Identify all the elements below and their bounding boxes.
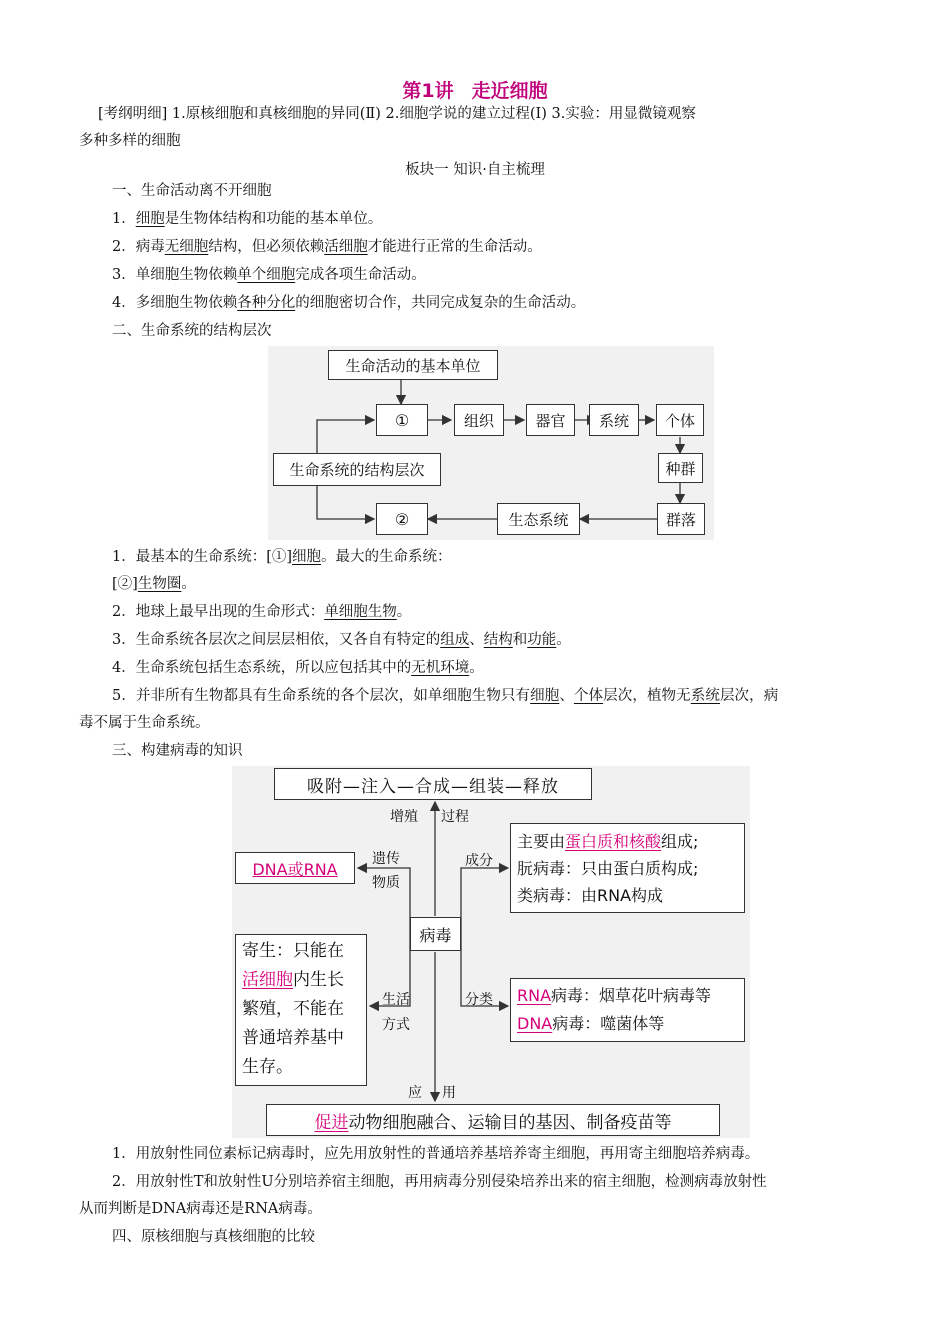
text: 1．最基本的生命系统：[①] (112, 549, 293, 565)
text: 1． (112, 211, 136, 227)
classification-box (510, 978, 745, 1042)
text: 、 (469, 632, 484, 648)
text: 病毒：烟草花叶病毒等 (551, 986, 712, 1005)
genetic-material-box: DNA或RNA (235, 852, 355, 884)
composition-box (510, 823, 745, 913)
answer-blank: 单个细胞 (237, 267, 296, 283)
answer-blank: 系统 (690, 688, 720, 704)
sec3-item-1: 1．用放射性同位素标记病毒时，应先用放射性的普通培养基培养寄主细胞，再用寄主细胞培养病毒。 (112, 1146, 760, 1162)
genetic-label-2: 物质 (372, 875, 400, 891)
section-4-heading: 四、原核细胞与真核细胞的比较 (112, 1229, 315, 1245)
genetic-label-1: 遗传 (372, 851, 400, 867)
parasite-line-5: 生存。 (242, 1057, 293, 1077)
text: 动物细胞融合、运输目的基因、制备疫苗等 (348, 1112, 672, 1133)
sec3-item-2: 2．用放射性T和放射性U分别培养宿主细胞，再用病毒分别侵染培养出来的宿主细胞，检测病毒放射性 (112, 1174, 767, 1190)
answer-blank: 生物圈 (137, 576, 182, 592)
text: 层次，病 (719, 688, 779, 704)
sec1-item-3 (112, 261, 426, 289)
text: 。 (181, 576, 196, 592)
answer-blank: 活细胞 (242, 970, 293, 990)
lesson-number: 第1讲 (402, 80, 454, 102)
answer-blank: 结构 (483, 632, 513, 648)
answer-blank: 无机环境 (411, 660, 470, 676)
sec2-item-5 (112, 682, 778, 710)
sec2-item-2 (112, 598, 411, 626)
population-box: 种群 (658, 453, 703, 483)
text: 、 (559, 688, 574, 704)
answer-blank: 无细胞 (164, 239, 209, 255)
life-system-diagram (268, 346, 714, 540)
sec2-item-3 (112, 626, 571, 654)
composition-line-2: 朊病毒：只由蛋白质构成; (517, 859, 699, 878)
individual-box: 个体 (656, 404, 704, 436)
parasite-line-3: 繁殖，不能在 (242, 999, 344, 1019)
lifestyle-label-1: 生活 (382, 992, 410, 1008)
text: [②] (112, 576, 138, 592)
text: 的细胞密切合作，共同完成复杂的生命活动。 (295, 295, 586, 311)
sec2-item-5b: 毒不属于生命系统。 (79, 715, 210, 731)
organ-box: 器官 (526, 404, 575, 436)
text: 2．病毒 (112, 239, 165, 255)
parasite-line-4: 普通培养基中 (242, 1028, 344, 1048)
lifestyle-label-2: 方式 (382, 1017, 410, 1033)
syllabus-line-2: 多种多样的细胞 (79, 133, 181, 149)
text: 2．地球上最早出现的生命形式： (112, 604, 325, 620)
section-2-heading: 二、生命系统的结构层次 (112, 323, 272, 339)
application-box (266, 1104, 720, 1136)
text: 层次，植物无 (603, 688, 691, 704)
basic-unit-box: 生命活动的基本单位 (328, 350, 498, 380)
application-label-1: 应 (408, 1085, 422, 1101)
text: 是生物体结构和功能的基本单位。 (164, 211, 383, 227)
composition-line-3: 类病毒：由RNA构成 (517, 886, 664, 905)
sec1-item-1 (112, 205, 382, 233)
answer-blank: 单细胞生物 (324, 604, 397, 620)
answer-blank: 细胞 (135, 211, 165, 227)
class-line-2 (517, 1010, 738, 1038)
text: 5．并非所有生物都具有生命系统的各个层次，如单细胞生物只有 (112, 688, 531, 704)
answer-blank: 蛋白质和核酸 (565, 832, 662, 851)
syllabus-line-1: [考纲明细] 1.原核细胞和真核细胞的异同(Ⅱ) 2.细胞学说的建立过程(Ⅰ) 3.实验：用显微镜观察 (98, 106, 696, 122)
parasite-line-2 (242, 966, 360, 995)
text: 。 (469, 660, 484, 676)
block-heading: 板块一 知识·自主梳理 (405, 162, 545, 178)
text: 。最大的生命系统： (321, 549, 452, 565)
lesson-topic: 走近细胞 (471, 80, 548, 102)
sec2-item-1 (112, 543, 452, 571)
text: 病毒：噬菌体等 (552, 1014, 665, 1033)
tissue-box: 组织 (454, 404, 504, 436)
text: 4．多细胞生物依赖 (112, 295, 238, 311)
community-box: 群落 (657, 503, 705, 535)
sec1-item-4 (112, 289, 585, 317)
text: 。 (396, 604, 412, 620)
text: 完成各项生命活动。 (295, 267, 426, 283)
text: 主要由 (517, 832, 566, 851)
virus-center-box: 病毒 (410, 917, 461, 951)
answer-blank: 细胞 (292, 549, 322, 565)
sec1-item-2 (112, 233, 542, 261)
replication-process-box: 吸附—注入—合成—组装—释放 (274, 768, 592, 800)
answer-blank: DNA (517, 1014, 553, 1033)
classification-label: 分类 (465, 992, 493, 1008)
proliferation-label: 增殖 (390, 809, 418, 825)
text: 3．生命系统各层次之间层层相依，又各自有特定的 (112, 632, 441, 648)
text: 结构，但必须依赖 (208, 239, 325, 255)
process-label: 过程 (441, 809, 469, 825)
answer-blank: 组成 (440, 632, 470, 648)
parasite-line-1: 寄生：只能在 (242, 941, 344, 961)
text: 内生长 (293, 970, 344, 990)
text: 组成; (661, 832, 699, 851)
system-box: 系统 (589, 404, 639, 436)
text: 才能进行正常的生命活动。 (367, 239, 542, 255)
answer-blank: 各种分化 (237, 295, 296, 311)
answer-blank: 促进 (314, 1112, 349, 1133)
application-label-2: 用 (442, 1085, 456, 1101)
class-line-1 (517, 982, 738, 1010)
answer-blank: 个体 (573, 688, 604, 704)
text: 。 (556, 632, 571, 648)
virus-diagram (232, 766, 750, 1138)
sec2-item-4 (112, 654, 484, 682)
text: 3．单细胞生物依赖 (112, 267, 238, 283)
sec2-item-1b (112, 570, 196, 598)
composition-label: 成分 (465, 853, 493, 869)
section-1-heading: 一、生命活动离不开细胞 (112, 183, 272, 199)
sec3-item-2b: 从而判断是DNA病毒还是RNA病毒。 (79, 1201, 322, 1217)
text: 4．生命系统包括生态系统，所以应包括其中的 (112, 660, 412, 676)
answer-blank: 活细胞 (324, 239, 368, 255)
answer-blank: 功能 (527, 632, 557, 648)
level-2-box: ② (376, 503, 428, 535)
structure-levels-box: 生命系统的结构层次 (273, 453, 441, 486)
answer-blank: RNA (517, 986, 552, 1005)
lesson-title (0, 76, 950, 103)
composition-line-1 (517, 828, 738, 855)
parasitism-box (235, 934, 367, 1086)
answer-blank: 细胞 (530, 688, 560, 704)
text: 和 (512, 632, 528, 648)
ecosystem-box: 生态系统 (497, 503, 580, 535)
section-3-heading: 三、构建病毒的知识 (112, 743, 243, 759)
level-1-box: ① (376, 404, 428, 436)
